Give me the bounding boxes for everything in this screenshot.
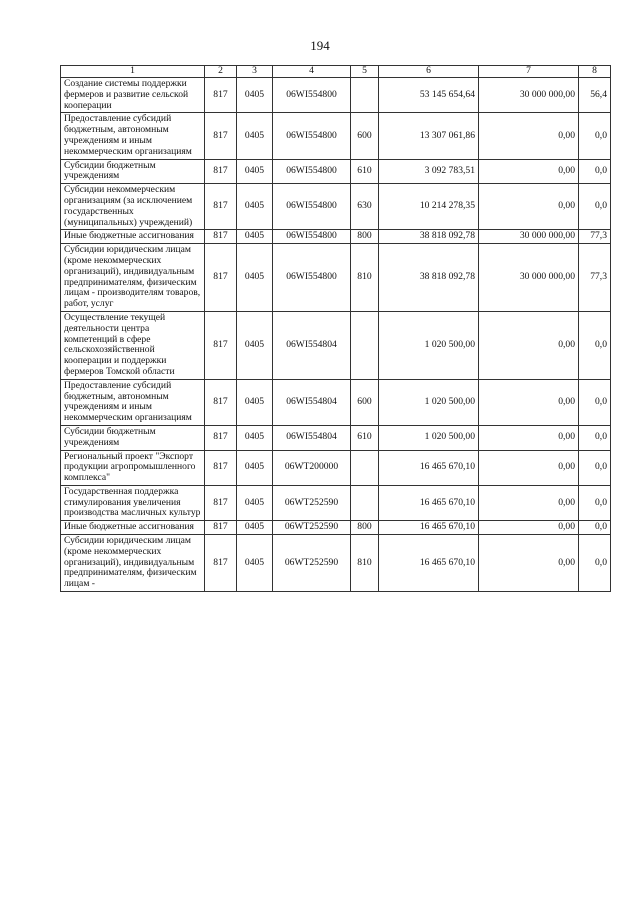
cell-amount-plan: 53 145 654,64 [379,78,479,113]
cell-ministry-code: 817 [205,78,237,113]
cell-amount-actual: 0,00 [479,450,579,485]
cell-amount-plan: 16 465 670,10 [379,450,479,485]
cell-target-code: 06WI554800 [273,184,351,230]
cell-amount-actual: 0,00 [479,485,579,520]
table-row [61,485,611,520]
cell-ministry-code: 817 [205,159,237,184]
table-row [61,521,611,535]
cell-ministry-code: 817 [205,425,237,450]
cell-target-code: 06WT252590 [273,521,351,535]
cell-target-code: 06WT252590 [273,535,351,592]
cell-target-code: 06WT200000 [273,450,351,485]
cell-amount-plan: 1 020 500,00 [379,379,479,425]
cell-ministry-code: 817 [205,184,237,230]
column-header: 6 [379,66,479,78]
cell-expense-type [351,78,379,113]
cell-expense-type: 600 [351,379,379,425]
cell-target-code: 06WI554800 [273,78,351,113]
cell-expense-type: 810 [351,244,379,312]
cell-ministry-code: 817 [205,244,237,312]
cell-section-code: 0405 [237,244,273,312]
cell-target-code: 06WI554804 [273,425,351,450]
column-header: 4 [273,66,351,78]
cell-percent: 0,0 [579,485,611,520]
row-name: Иные бюджетные ассигнования [61,521,205,535]
cell-amount-plan: 10 214 278,35 [379,184,479,230]
cell-amount-actual: 0,00 [479,113,579,159]
cell-amount-actual: 0,00 [479,521,579,535]
cell-section-code: 0405 [237,450,273,485]
column-header: 8 [579,66,611,78]
cell-amount-plan: 13 307 061,86 [379,113,479,159]
cell-percent: 0,0 [579,379,611,425]
cell-percent: 0,0 [579,184,611,230]
cell-expense-type: 600 [351,113,379,159]
table-row [61,311,611,379]
cell-percent: 0,0 [579,113,611,159]
cell-ministry-code: 817 [205,521,237,535]
cell-amount-actual: 30 000 000,00 [479,230,579,244]
cell-percent: 77,3 [579,230,611,244]
cell-amount-plan: 1 020 500,00 [379,311,479,379]
cell-ministry-code: 817 [205,535,237,592]
cell-expense-type: 810 [351,535,379,592]
cell-target-code: 06WT252590 [273,485,351,520]
table-row [61,184,611,230]
table-row [61,379,611,425]
cell-amount-actual: 0,00 [479,159,579,184]
page-number: 194 [310,38,330,53]
cell-percent: 0,0 [579,311,611,379]
table-row [61,113,611,159]
budget-table [60,65,611,592]
cell-target-code: 06WI554804 [273,311,351,379]
cell-percent: 0,0 [579,425,611,450]
cell-section-code: 0405 [237,535,273,592]
row-name: Предоставление субсидий бюджетным, автономным учреждениям и иным некоммерческим организациям [61,379,205,425]
cell-amount-actual: 0,00 [479,184,579,230]
cell-section-code: 0405 [237,311,273,379]
cell-expense-type: 800 [351,521,379,535]
cell-section-code: 0405 [237,485,273,520]
cell-ministry-code: 817 [205,230,237,244]
table-header-row [61,66,611,78]
cell-amount-plan: 16 465 670,10 [379,485,479,520]
row-name: Иные бюджетные ассигнования [61,230,205,244]
cell-amount-plan: 1 020 500,00 [379,425,479,450]
row-name: Осуществление текущей деятельности центра компетенций в сфере сельскохозяйственной кооперации и поддержки фермеров Томской области [61,311,205,379]
cell-percent: 56,4 [579,78,611,113]
cell-amount-plan: 3 092 783,51 [379,159,479,184]
table-row [61,230,611,244]
cell-percent: 0,0 [579,450,611,485]
cell-expense-type [351,450,379,485]
cell-expense-type: 800 [351,230,379,244]
row-name: Субсидии юридическим лицам (кроме некоммерческих организаций), индивидуальным предпринимателям, физическим лицам - производителям товаров, работ, услуг [61,244,205,312]
cell-ministry-code: 817 [205,450,237,485]
cell-target-code: 06WI554800 [273,113,351,159]
cell-expense-type [351,311,379,379]
cell-target-code: 06WI554800 [273,244,351,312]
table-row [61,450,611,485]
row-name: Государственная поддержка стимулирования увеличения производства масличных культур [61,485,205,520]
cell-percent: 0,0 [579,521,611,535]
cell-amount-actual: 0,00 [479,535,579,592]
column-header: 3 [237,66,273,78]
cell-amount-actual: 30 000 000,00 [479,78,579,113]
column-header: 1 [61,66,205,78]
cell-target-code: 06WI554800 [273,230,351,244]
cell-amount-actual: 0,00 [479,379,579,425]
cell-amount-plan: 38 818 092,78 [379,230,479,244]
row-name: Субсидии некоммерческим организациям (за исключением государственных (муниципальных) учреждений) [61,184,205,230]
table-row [61,425,611,450]
cell-amount-plan: 38 818 092,78 [379,244,479,312]
cell-amount-actual: 30 000 000,00 [479,244,579,312]
cell-target-code: 06WI554800 [273,159,351,184]
cell-ministry-code: 817 [205,311,237,379]
cell-section-code: 0405 [237,379,273,425]
cell-section-code: 0405 [237,159,273,184]
cell-expense-type: 610 [351,159,379,184]
table-row [61,78,611,113]
cell-percent: 0,0 [579,535,611,592]
cell-amount-actual: 0,00 [479,425,579,450]
row-name: Субсидии юридическим лицам (кроме некоммерческих организаций), индивидуальным предпринимателям, физическим лицам - [61,535,205,592]
table-row [61,159,611,184]
cell-amount-plan: 16 465 670,10 [379,535,479,592]
cell-percent: 77,3 [579,244,611,312]
column-header: 5 [351,66,379,78]
cell-section-code: 0405 [237,78,273,113]
column-header: 7 [479,66,579,78]
table-row [61,535,611,592]
cell-amount-plan: 16 465 670,10 [379,521,479,535]
cell-target-code: 06WI554804 [273,379,351,425]
cell-section-code: 0405 [237,113,273,159]
row-name: Региональный проект "Экспорт продукции агропромышленного комплекса" [61,450,205,485]
row-name: Создание системы поддержки фермеров и развитие сельской кооперации [61,78,205,113]
row-name: Предоставление субсидий бюджетным, автономным учреждениям и иным некоммерческим организациям [61,113,205,159]
cell-ministry-code: 817 [205,113,237,159]
cell-percent: 0,0 [579,159,611,184]
cell-section-code: 0405 [237,425,273,450]
cell-expense-type: 630 [351,184,379,230]
cell-expense-type: 610 [351,425,379,450]
column-header: 2 [205,66,237,78]
cell-section-code: 0405 [237,521,273,535]
cell-section-code: 0405 [237,184,273,230]
row-name: Субсидии бюджетным учреждениям [61,159,205,184]
cell-amount-actual: 0,00 [479,311,579,379]
cell-ministry-code: 817 [205,485,237,520]
table-row [61,244,611,312]
row-name: Субсидии бюджетным учреждениям [61,425,205,450]
cell-ministry-code: 817 [205,379,237,425]
cell-expense-type [351,485,379,520]
cell-section-code: 0405 [237,230,273,244]
